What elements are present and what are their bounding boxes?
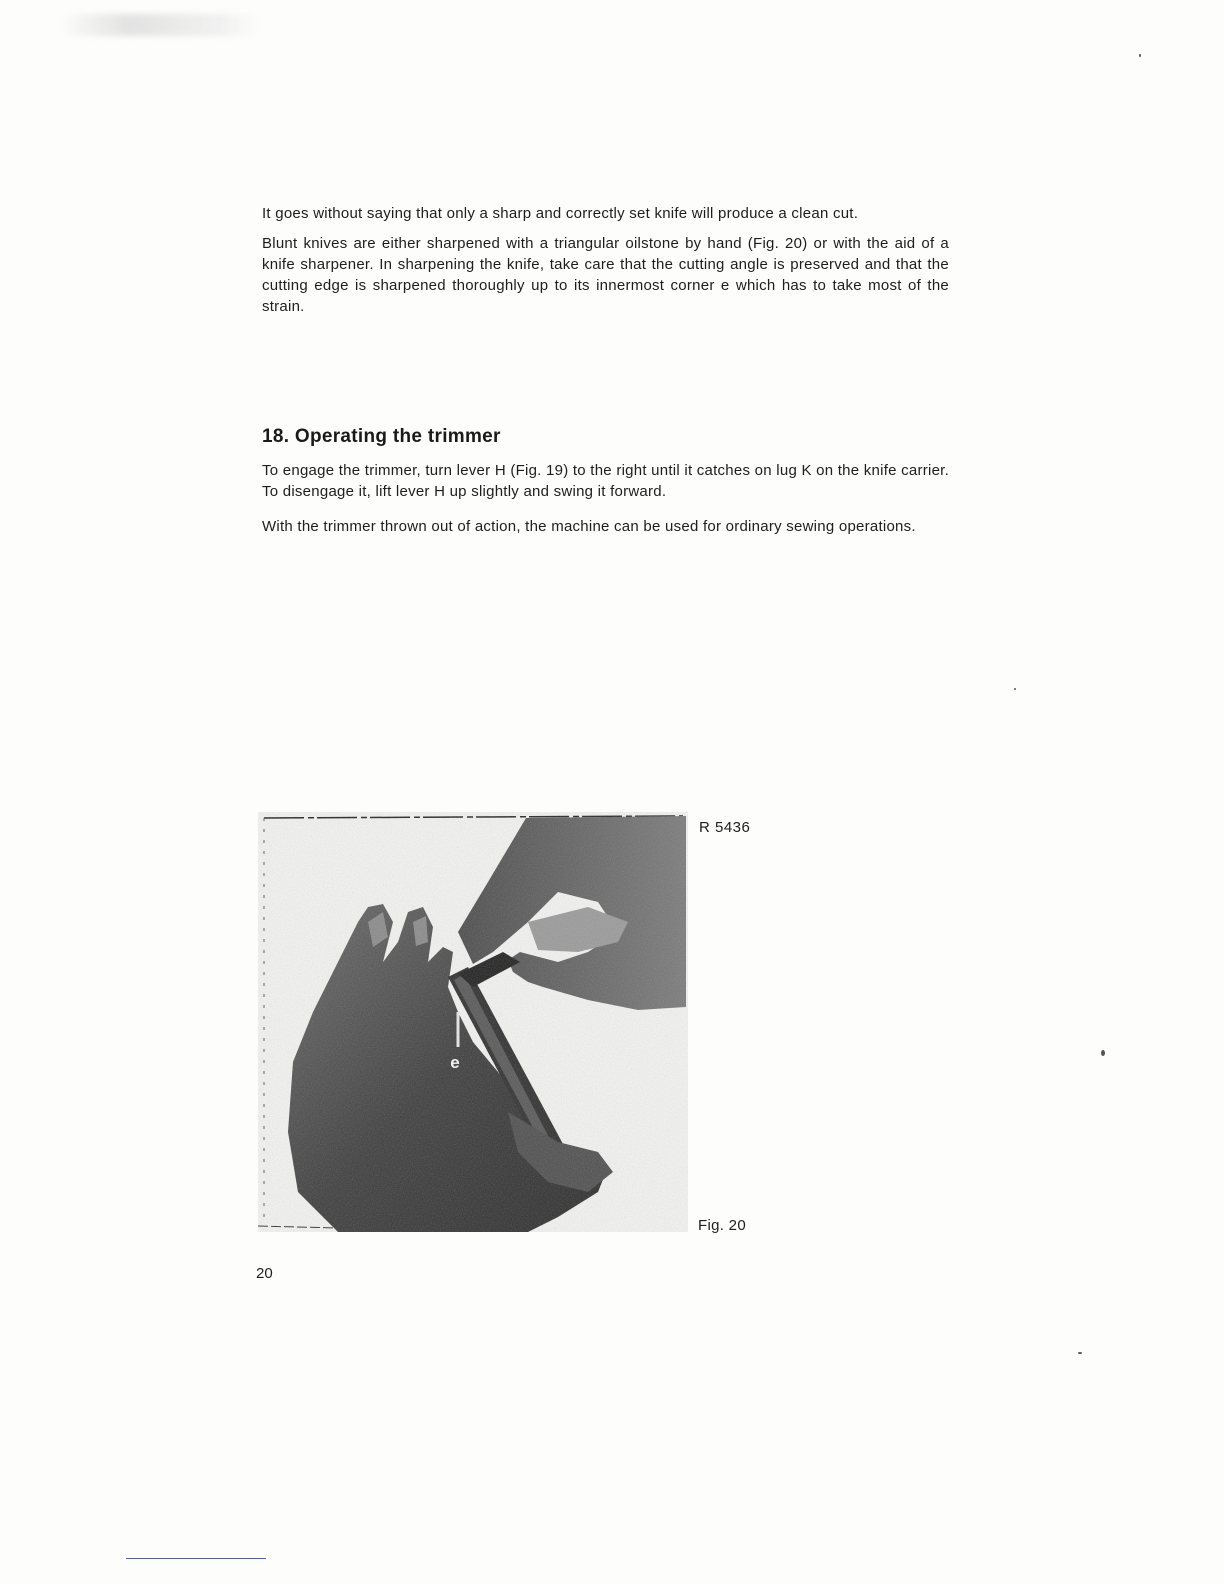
page-number: 20 bbox=[256, 1265, 273, 1282]
corner-e-label: e bbox=[450, 1053, 460, 1072]
paragraph-text: To engage the trimmer, turn lever H (Fig. 19) to the right until it catches on lug K on the knife carrier. To disengage it, lift lever H up slightly and swing it forward. bbox=[262, 462, 949, 500]
paragraph-out-of-action bbox=[262, 516, 949, 537]
scan-speck bbox=[1139, 54, 1141, 57]
scan-speck bbox=[1101, 1050, 1105, 1056]
scan-speck bbox=[1014, 688, 1016, 690]
paragraph-engage-trimmer bbox=[262, 460, 949, 502]
section-heading: 18. Operating the trimmer bbox=[262, 426, 501, 447]
figure-sharpening-photo bbox=[258, 812, 688, 1232]
figure-caption: Fig. 20 bbox=[698, 1217, 746, 1234]
figure-reference-code: R 5436 bbox=[699, 819, 751, 836]
paragraph-text: With the trimmer thrown out of action, the machine can be used for ordinary sewing operations. bbox=[262, 518, 916, 535]
paragraph-sharp-knife bbox=[262, 203, 949, 224]
sharpening-photo-image bbox=[258, 812, 688, 1232]
scan-smudge bbox=[60, 14, 260, 36]
scan-speck bbox=[1078, 1352, 1082, 1354]
paragraph-text: Blunt knives are either sharpened with a triangular oilstone by hand (Fig. 20) or with the aid of a knife sharpener. In sharpening the knife, take care that the cutting angle is preserved and that the cutting edge is sharpened thoroughly up to its innermost corner e which has to take most of the strain. bbox=[262, 235, 949, 315]
paragraph-sharpening bbox=[262, 233, 949, 317]
paragraph-text: It goes without saying that only a sharp and correctly set knife will produce a clean cut. bbox=[262, 205, 859, 222]
bottom-rule bbox=[126, 1558, 266, 1559]
